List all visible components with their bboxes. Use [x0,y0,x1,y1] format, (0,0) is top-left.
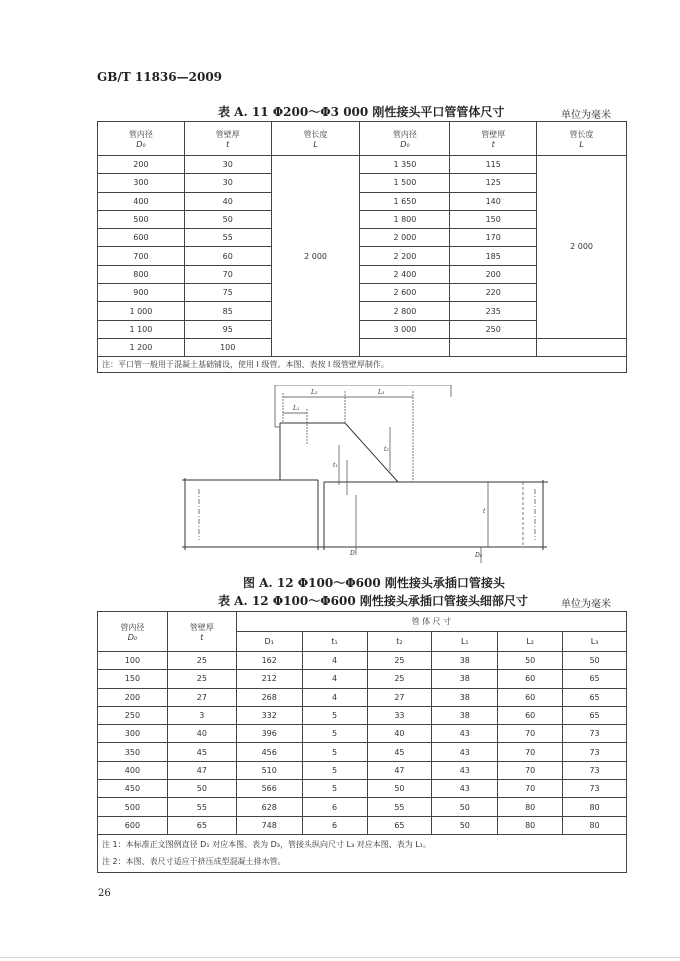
table-cell: 30 [184,174,271,192]
table-cell: 162 [236,652,302,670]
table-cell: 4 [302,670,367,688]
table-cell: 1 100 [98,320,185,338]
table-row [98,780,627,798]
table-cell: 1 000 [98,302,185,320]
table-cell: 73 [563,743,627,761]
table-cell: 500 [98,798,168,816]
table2-subheader-cell: L₂ [498,632,563,652]
table2-subheader-cell: D₁ [236,632,302,652]
table-cell: 55 [184,229,271,247]
table2-header-body: 管 体 尺 寸 [236,612,626,632]
pipe-size-table-a11 [97,121,627,373]
table-cell: 6 [302,798,367,816]
table-cell: 60 [498,688,563,706]
table1-header-cell: 管壁厚 t [450,122,537,156]
table-cell: 38 [432,688,498,706]
table-cell: 220 [450,284,537,302]
table-cell: 4 [302,688,367,706]
table-cell: 65 [167,816,236,834]
table-cell: 40 [184,192,271,210]
table-cell: 27 [367,688,432,706]
table-cell: 200 [98,156,185,174]
page-bottom-rule [0,957,680,958]
table-row [98,798,627,816]
table-cell: 70 [498,725,563,743]
table-cell: 60 [184,247,271,265]
label-d0: D₀ [475,552,483,559]
table-cell [360,338,450,356]
table-row [98,688,627,706]
table-cell: 50 [432,798,498,816]
table-cell: 1 500 [360,174,450,192]
table-cell: 900 [98,284,185,302]
table-cell: 5 [302,743,367,761]
table2-notes [98,834,627,872]
table-cell: 40 [167,725,236,743]
table-cell: 268 [236,688,302,706]
table-cell: 235 [450,302,537,320]
table1-header-cell: 管长度 L [537,122,627,156]
table-cell: 50 [167,780,236,798]
label-t: t [483,508,486,515]
table-cell: 50 [498,652,563,670]
table-cell: 510 [236,761,302,779]
table-cell: 40 [367,725,432,743]
table-cell: 3 000 [360,320,450,338]
table-cell: 80 [563,816,627,834]
table-cell: 60 [498,670,563,688]
table-cell: 50 [432,816,498,834]
table-cell: 43 [432,743,498,761]
table-cell: 456 [236,743,302,761]
table-cell: 600 [98,229,185,247]
label-l3: L₃ [378,389,385,396]
table-cell: 50 [184,210,271,228]
table-row [98,725,627,743]
length-right-cell: 2 000 [537,156,627,339]
table-cell: 1 200 [98,338,185,356]
table-cell: 150 [98,670,168,688]
table-cell: 50 [563,652,627,670]
table2-header-inner: 管内径 D₀ [98,612,168,652]
table-cell: 600 [98,816,168,834]
table-cell: 55 [167,798,236,816]
table2-subheader-cell: L₁ [432,632,498,652]
table-cell: 70 [498,780,563,798]
table-cell: 212 [236,670,302,688]
table-cell: 80 [498,816,563,834]
table-cell [450,338,537,356]
label-t1: t₁ [333,462,338,469]
table1-header-row [98,122,627,156]
table2-note-2: 注 2：本图、表尺寸适应于挤压成型混凝土排水管。 [102,857,286,867]
table-cell: 350 [98,743,168,761]
table-cell: 70 [498,761,563,779]
table2-subheader-cell: t₂ [367,632,432,652]
standard-header: GB/T 11836—2009 [97,70,223,84]
table-cell: 45 [367,743,432,761]
table-cell: 38 [432,670,498,688]
table-row [98,743,627,761]
table-cell: 1 350 [360,156,450,174]
table-cell: 2 000 [360,229,450,247]
table-cell: 30 [184,156,271,174]
table-cell: 75 [184,284,271,302]
table-cell: 566 [236,780,302,798]
label-l2: L₂ [311,389,318,396]
table-cell: 47 [367,761,432,779]
table-cell: 73 [563,761,627,779]
table-cell: 125 [450,174,537,192]
page-number: 26 [98,888,111,899]
label-t2: t₂ [384,446,389,453]
table-cell: 3 [167,706,236,724]
table-cell: 250 [98,706,168,724]
table-cell: 200 [98,688,168,706]
table-row [98,761,627,779]
table-row [98,706,627,724]
table-cell: 150 [450,210,537,228]
table-cell: 396 [236,725,302,743]
length-left-cell: 2 000 [271,156,360,357]
table-cell: 200 [450,265,537,283]
table-cell: 2 800 [360,302,450,320]
table2-header-wall: 管壁厚 t [167,612,236,652]
table-cell: 55 [367,798,432,816]
table-cell: 43 [432,761,498,779]
table-cell: 38 [432,706,498,724]
table1-caption: 表 A. 11 Φ200～Φ3 000 刚性接头平口管管体尺寸 [218,105,505,119]
table-cell: 5 [302,761,367,779]
table2-caption: 表 A. 12 Φ100～Φ600 刚性接头承插口管接头细部尺寸 [218,594,528,608]
table-cell: 185 [450,247,537,265]
table1-header-cell: 管壁厚 t [184,122,271,156]
table-cell: 170 [450,229,537,247]
table-cell: 2 400 [360,265,450,283]
table-cell: 25 [167,652,236,670]
table-cell: 47 [167,761,236,779]
table-cell: 5 [302,706,367,724]
table-cell: 300 [98,725,168,743]
joint-detail-table-a12 [97,611,627,873]
table-cell: 1 800 [360,210,450,228]
table-cell: 25 [167,670,236,688]
table-row [98,338,627,356]
table1-header-cell: 管内径 D₀ [98,122,185,156]
table-cell: 80 [563,798,627,816]
table-cell: 25 [367,670,432,688]
table-row [98,156,627,174]
table-cell: 628 [236,798,302,816]
table-cell: 100 [98,652,168,670]
table-cell: 5 [302,725,367,743]
table-cell: 60 [498,706,563,724]
table-cell: 85 [184,302,271,320]
table-cell: 500 [98,210,185,228]
table-cell [537,338,627,356]
table-cell: 80 [498,798,563,816]
table-cell: 43 [432,725,498,743]
table1-header-cell: 管长度 L [271,122,360,156]
table-cell: 400 [98,192,185,210]
table-cell: 43 [432,780,498,798]
table-cell: 38 [432,652,498,670]
table-cell: 4 [302,652,367,670]
table2-header-row [98,612,627,632]
table-cell: 2 200 [360,247,450,265]
table-cell: 700 [98,247,185,265]
table-cell: 6 [302,816,367,834]
table-cell: 95 [184,320,271,338]
label-d1: D₁ [350,550,358,557]
table1-unit: 单位为毫米 [561,110,611,121]
table-cell: 65 [563,706,627,724]
table-cell: 5 [302,780,367,798]
table-cell: 1 650 [360,192,450,210]
label-l1: L₁ [293,405,300,412]
table-cell: 300 [98,174,185,192]
table1-note: 注：平口管一般用于混凝土基础铺设，使用 I 级管。本图、表按 I 级管壁厚制作。 [98,357,627,373]
table-cell: 70 [184,265,271,283]
table-cell: 400 [98,761,168,779]
table-cell: 73 [563,780,627,798]
table-cell: 70 [498,743,563,761]
table-cell: 250 [450,320,537,338]
figure-caption: 图 A. 12 Φ100～Φ600 刚性接头承插口管接头 [243,576,505,590]
table-cell: 65 [367,816,432,834]
table-row [98,652,627,670]
table-row [98,816,627,834]
table-cell: 2 600 [360,284,450,302]
table-cell: 45 [167,743,236,761]
table-cell: 65 [563,688,627,706]
table-cell: 748 [236,816,302,834]
table2-note-1: 注 1：本标准正文图例直径 D₁ 对应本图、表为 D₃，管接头纵向尺寸 L₃ 对应本图、表为 L₁。 [102,840,431,850]
table-cell: 450 [98,780,168,798]
table1-header-cell: 管内径 D₀ [360,122,450,156]
table-cell: 140 [450,192,537,210]
table-row [98,670,627,688]
table2-subheader-cell: t₁ [302,632,367,652]
table-cell: 100 [184,338,271,356]
pipe-joint-diagram [175,385,555,565]
table-cell: 50 [367,780,432,798]
table-cell: 73 [563,725,627,743]
table2-unit: 单位为毫米 [561,599,611,610]
table-cell: 27 [167,688,236,706]
table-cell: 115 [450,156,537,174]
table2-subheader-cell: L₃ [563,632,627,652]
table-cell: 800 [98,265,185,283]
table-cell: 65 [563,670,627,688]
table-cell: 25 [367,652,432,670]
table-cell: 332 [236,706,302,724]
table-cell: 33 [367,706,432,724]
